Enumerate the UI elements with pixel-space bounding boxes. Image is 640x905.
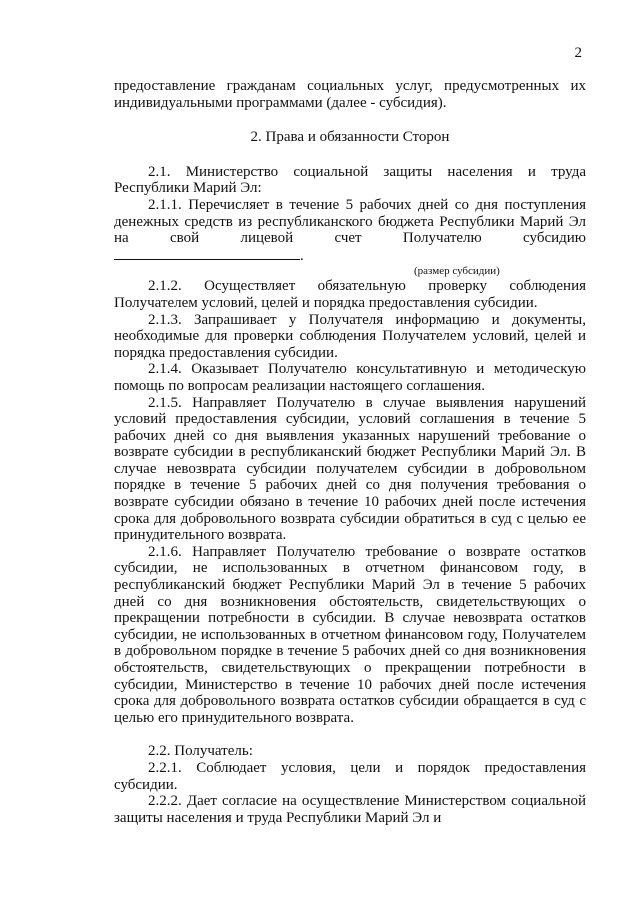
section-spacer bbox=[114, 726, 586, 743]
subsidy-amount-blank bbox=[114, 247, 300, 260]
clause-2-2-2: 2.2.2. Дает согласие на осуществление Министерством социальной защиты населения и труда Республики Марий Эл и bbox=[114, 793, 586, 826]
subsidy-amount-caption: (размер субсидии) bbox=[414, 265, 500, 278]
clause-2-1-1-end: . bbox=[300, 247, 304, 264]
clause-2-1-2: 2.1.2. Осуществляет обязательную проверку соблюдения Получателем условий, целей и порядка предоставления субсидии. bbox=[114, 278, 586, 311]
clause-2-1-3: 2.1.3. Запрашивает у Получателя информацию и документы, необходимые для проверки соблюдения Получателем условий, целей и порядка предоставления субсидии. bbox=[114, 311, 586, 361]
clause-2-1-6: 2.1.6. Направляет Получателю требование о возврате остатков субсидии, не использованных в отчетном финансовом году, в республиканский бюджет Республики Марий Эл в течение 5 рабочих дней со дня возникновения обстоятельств, свидетельствующих о прекращении потребности в субсидии. В случае невозврата остатков субсидии, не использованных в отчетном финансовом году, Получателем в добровольном порядке в течение 5 рабочих дней со дня возникновения обстоятельств, свидетельствующих о прекращении потребности в субсидии, Министерство в течение 10 рабочих дней после истечения срока для добровольного возврата остатков субсидии обращается в суд с целью его принудительного возврата. bbox=[114, 543, 586, 726]
clause-2-1-4: 2.1.4. Оказывает Получателю консультативную и методическую помощь по вопросам реализации настоящего соглашения. bbox=[114, 361, 586, 394]
clause-2-2-1: 2.2.1. Соблюдает условия, цели и порядок предоставления субсидии. bbox=[114, 759, 586, 793]
intro-paragraph: предоставление гражданам социальных услуг, предусмотренных их индивидуальными программами (далее - субсидия). bbox=[114, 78, 586, 111]
clause-2-2: 2.2. Получатель: bbox=[148, 743, 253, 760]
clause-2-1: 2.1. Министерство социальной защиты населения и труда Республики Марий Эл: bbox=[114, 163, 586, 197]
section-heading: 2. Права и обязанности Сторон bbox=[250, 129, 450, 146]
clause-2-1-5: 2.1.5. Направляет Получателю в случае выявления нарушений условий предоставления субсидии, условий соглашения в течение 5 рабочих дней со дня выявления указанных нарушений требование о возврате субсидии в республиканский бюджет Республики Марий Эл. В случае невозврата субсидии получателем субсидии в добровольном порядке в течение 5 рабочих дней со дня получения требования о возврате субсидии обязано в течение 10 рабочих дней после истечения срока для добровольного возврата субсидии обратиться в суд с целью ее принудительного возврата. bbox=[114, 394, 586, 544]
clause-2-1-1-text: 2.1.1. Перечисляет в течение 5 рабочих дней со дня поступления денежных средств из республиканского бюджета Республики Марий Эл на свой лицевой счет Получателю субсидию bbox=[114, 196, 586, 247]
page-number: 2 bbox=[574, 45, 582, 61]
document-body bbox=[114, 78, 586, 826]
clause-2-1-1 bbox=[114, 197, 586, 264]
